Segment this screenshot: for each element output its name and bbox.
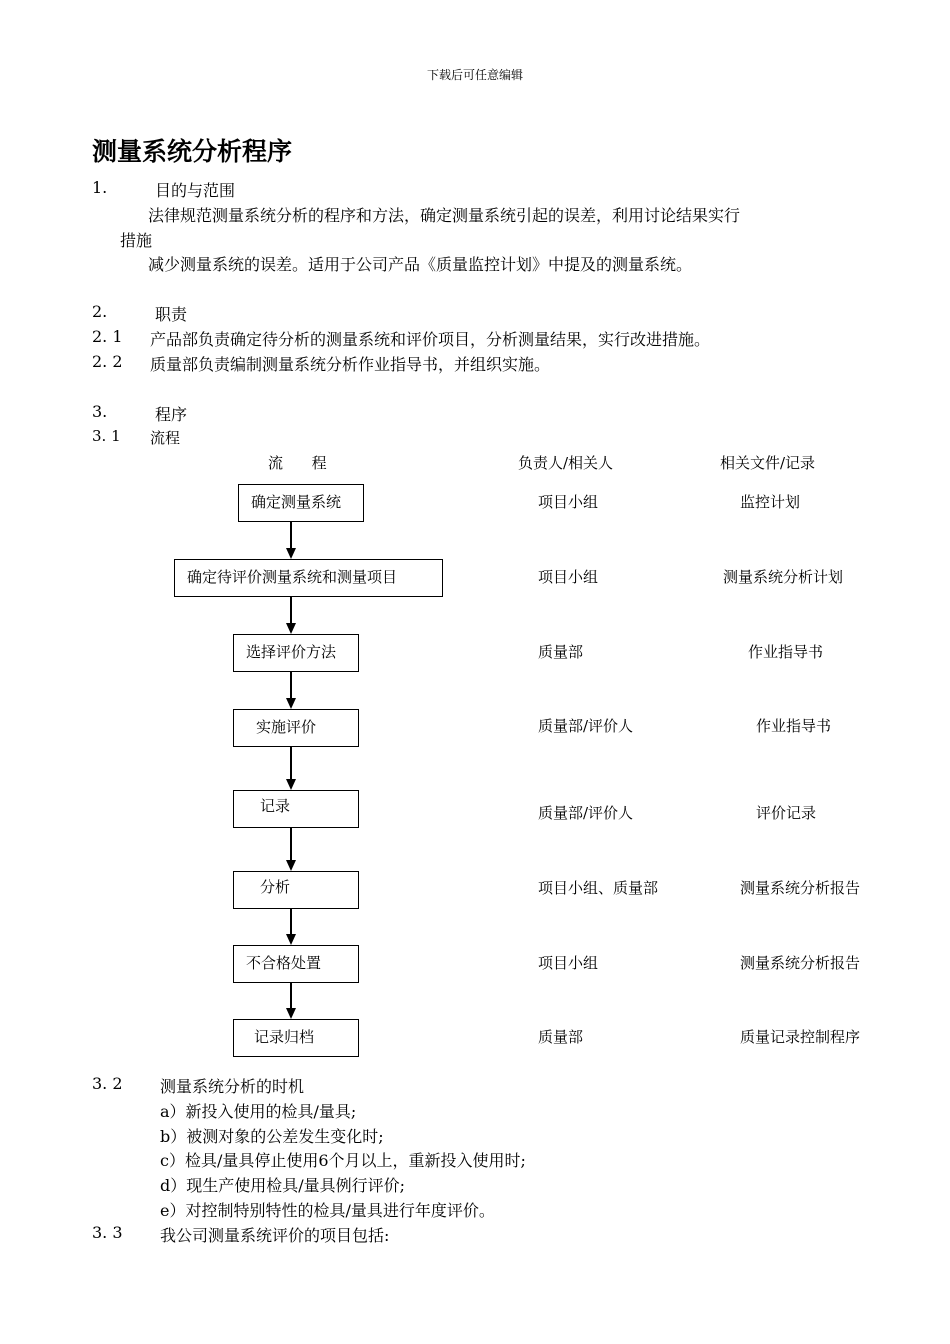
flow-step-5-owner: 质量部/评价人 [538,804,634,822]
timing-item-e: e）对控制特别特性的检具/量具进行年度评价。 [160,1201,495,1220]
section-1-line-3: 减少测量系统的误差。适用于公司产品《质量监控计划》中提及的测量系统。 [148,255,693,274]
flow-column-header: 流 程 [268,454,327,472]
section-1-heading: 目的与范围 [155,181,236,200]
flow-arrow-3-head [286,698,296,709]
flow-step-5-box [233,790,359,828]
flow-arrow-4-head [286,779,296,790]
flow-arrow-3-line [290,672,292,698]
item-2-1-number: 2. 1 [92,327,123,346]
flow-step-6-doc: 测量系统分析报告 [740,879,861,897]
flow-step-2-owner: 项目小组 [538,568,599,586]
flow-arrow-2-line [290,597,292,623]
flow-step-4-doc: 作业指导书 [756,717,832,735]
section-2-number: 2. [92,302,108,321]
flow-arrow-6-head [286,934,296,945]
flow-arrow-6-line [290,909,292,934]
section-1-line-1: 法律规范测量系统分析的程序和方法，确定测量系统引起的误差，利用讨论结果实行 [148,206,741,225]
flow-arrow-2-head [286,623,296,634]
docs-column-header: 相关文件/记录 [720,454,816,472]
flow-step-7-doc: 测量系统分析报告 [740,954,861,972]
flow-step-4-box [233,709,359,747]
flow-step-6-label: 分析 [260,878,291,896]
section-2-heading: 职责 [155,305,188,324]
flow-step-1-label: 确定测量系统 [251,493,342,511]
header-note: 下载后可任意编辑 [426,68,523,82]
flow-step-2-doc: 测量系统分析计划 [723,568,844,586]
item-2-2-text: 质量部负责编制测量系统分析作业指导书，并组织实施。 [150,355,551,374]
flow-step-6-owner: 项目小组、质量部 [538,879,659,897]
flow-step-3-box [233,634,359,672]
flow-arrow-1-line [290,522,292,548]
timing-item-d: d）现生产使用检具/量具例行评价; [160,1176,406,1195]
flow-arrow-7-head [286,1008,296,1019]
flow-arrow-7-line [290,983,292,1008]
owner-column-header: 负责人/相关人 [518,454,614,472]
flow-step-3-doc: 作业指导书 [748,643,824,661]
flow-step-8-box [233,1019,359,1057]
flow-step-5-doc: 评价记录 [756,804,817,822]
flow-step-7-owner: 项目小组 [538,954,599,972]
flow-step-3-label: 选择评价方法 [246,643,337,661]
flow-step-8-owner: 质量部 [538,1028,584,1046]
flow-arrow-5-line [290,828,292,860]
flow-step-1-doc: 监控计划 [740,493,801,511]
item-2-2-number: 2. 2 [92,352,123,371]
section-1-number: 1. [92,178,108,197]
flow-arrow-4-line [290,747,292,779]
timing-item-c: c）检具/量具停止使用6个月以上，重新投入使用时; [160,1151,526,1170]
item-3-1-text: 流程 [150,429,181,447]
flow-arrow-5-head [286,860,296,871]
item-3-3-heading: 我公司测量系统评价的项目包括: [160,1226,390,1245]
flow-step-3-owner: 质量部 [538,643,584,661]
item-3-1-number: 3. 1 [92,427,121,445]
page-title: 测量系统分析程序 [92,137,293,166]
item-3-2-number: 3. 2 [92,1074,123,1093]
flow-step-2-box [174,559,443,597]
flow-step-1-box [238,484,364,522]
item-3-2-heading: 测量系统分析的时机 [160,1077,305,1096]
flow-step-4-label: 实施评价 [256,718,317,736]
flow-step-7-box [233,945,359,983]
flow-arrow-1-head [286,548,296,559]
item-2-1-text: 产品部负责确定待分析的测量系统和评价项目，分析测量结果，实行改进措施。 [150,330,711,349]
flow-step-4-owner: 质量部/评价人 [538,717,634,735]
timing-item-a: a）新投入使用的检具/量具; [160,1102,357,1121]
section-1-line-2: 措施 [120,231,153,250]
item-3-3-number: 3. 3 [92,1223,123,1242]
flow-step-2-label: 确定待评价测量系统和测量项目 [187,568,398,586]
timing-item-b: b）被测对象的公差发生变化时; [160,1127,384,1146]
flow-step-8-doc: 质量记录控制程序 [740,1028,861,1046]
flow-step-6-box [233,871,359,909]
flow-step-8-label: 记录归档 [254,1028,315,1046]
section-3-number: 3. [92,402,108,421]
flow-step-7-label: 不合格处置 [246,954,322,972]
flow-step-5-label: 记录 [260,797,291,815]
flow-step-1-owner: 项目小组 [538,493,599,511]
section-3-heading: 程序 [155,405,188,424]
